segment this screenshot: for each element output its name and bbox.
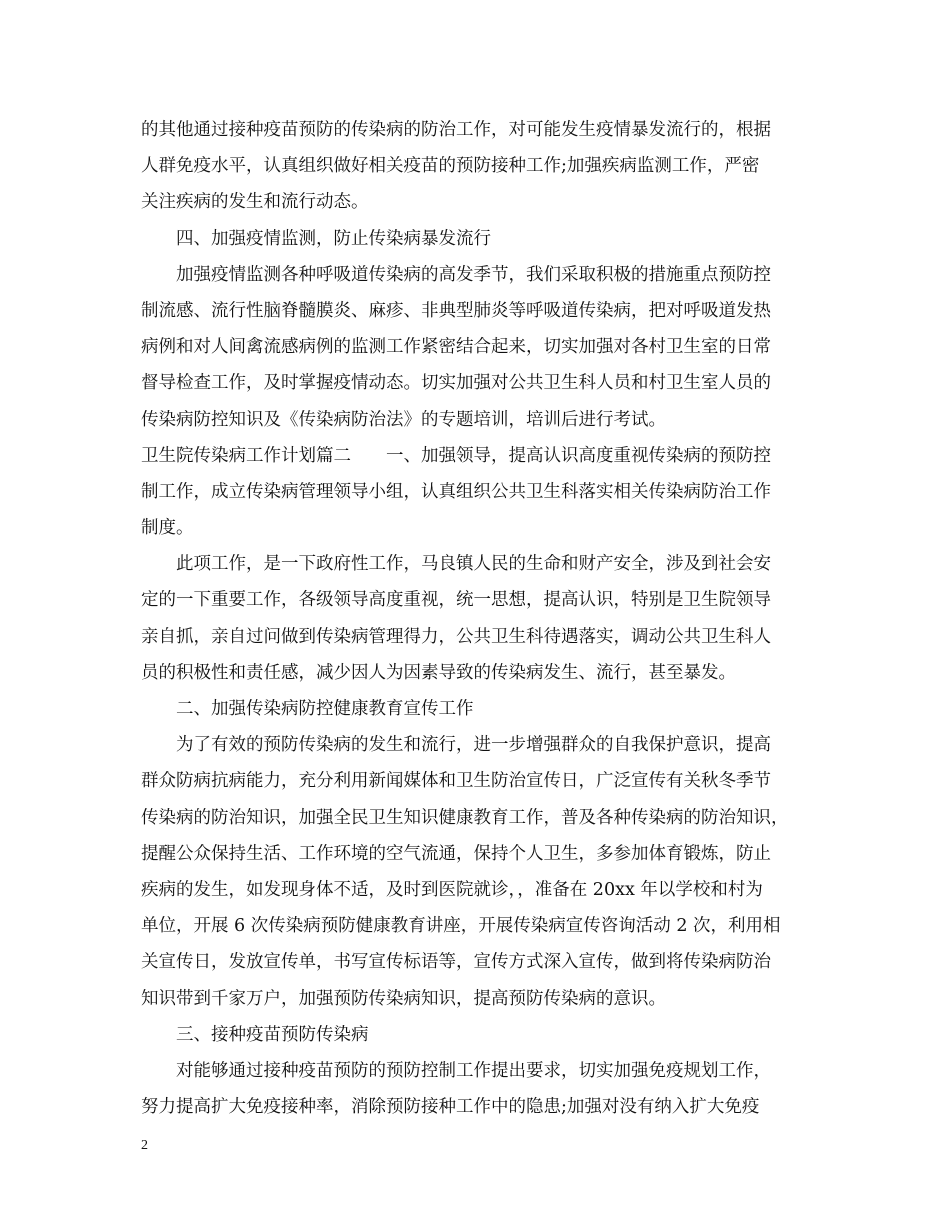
- text-line: 人群免疫水平，认真组织做好相关疫苗的预防接种工作;加强疾病监测工作，严密: [141, 156, 760, 177]
- text-line: 员的积极性和责任感，减少因人为因素导致的传染病发生、流行，甚至暴发。: [141, 662, 736, 683]
- document-body: [141, 112, 813, 1125]
- text-line: 传染病的防治知识，加强全民卫生知识健康教育工作，普及各种传染病的防治知识，: [141, 807, 789, 828]
- paragraph-education: [141, 727, 813, 1017]
- text-line: 关宣传日，发放宣传单，书写宣传标语等，宣传方式深入宣传，做到将传染病防治: [141, 952, 771, 973]
- heading-four: [141, 221, 813, 257]
- text-line: 制度。: [141, 518, 194, 539]
- text-line: 努力提高扩大免疫接种率，消除预防接种工作中的隐患;加强对没有纳入扩大免疫: [141, 1097, 760, 1118]
- text-line: 定的一下重要工作，各级领导高度重视，统一思想，提高认识，特别是卫生院领导: [141, 590, 771, 611]
- heading-two: [141, 691, 813, 727]
- text-line: 关注疾病的发生和流行动态。: [141, 192, 369, 213]
- text-line: 病例和对人间禽流感病例的监测工作紧密结合起来，切实加强对各村卫生室的日常: [141, 337, 771, 358]
- paragraph-vaccination: [141, 1053, 813, 1125]
- text-line: 群众防病抗病能力，充分利用新闻媒体和卫生防治宣传日，广泛宣传有关秋冬季节: [141, 771, 771, 792]
- paragraph-importance: [141, 546, 813, 691]
- page-number: 2: [141, 1138, 148, 1153]
- text-line: 制流感、流行性脑脊髓膜炎、麻疹、非典型肺炎等呼吸道传染病，把对呼吸道发热: [141, 300, 771, 321]
- text-line: 四、加强疫情监测，防止传染病暴发流行: [176, 228, 491, 249]
- paragraph-continued-vaccination: [141, 112, 813, 221]
- text-line: 对能够通过接种疫苗预防的预防控制工作提出要求，切实加强免疫规划工作，: [176, 1060, 771, 1081]
- text-line: 制工作，成立传染病管理领导小组，认真组织公共卫生科落实相关传染病防治工作: [141, 481, 771, 502]
- text-line: 卫生院传染病工作计划篇二 一、加强领导，提高认识高度重视传染病的预防控: [141, 445, 771, 466]
- heading-three: [141, 1017, 813, 1053]
- text-line: 亲自抓，亲自过问做到传染病管理得力，公共卫生科待遇落实，调动公共卫生科人: [141, 626, 771, 647]
- text-line: 疾病的发生，如发现身体不适，及时到医院就诊，，准备在 20xx 年以学校和村为: [141, 879, 763, 900]
- text-line: 加强疫情监测各种呼吸道传染病的高发季节，我们采取积极的措施重点预防控: [176, 264, 771, 285]
- text-line: 知识带到千家万户，加强预防传染病知识，提高预防传染病的意识。: [141, 988, 666, 1009]
- paragraph-plan-two: [141, 438, 813, 547]
- text-line: 此项工作，是一下政府性工作，马良镇人民的生命和财产安全，涉及到社会安: [176, 554, 771, 575]
- text-line: 三、接种疫苗预防传染病: [176, 1024, 369, 1045]
- text-line: 督导检查工作，及时掌握疫情动态。切实加强对公共卫生科人员和村卫生室人员的: [141, 373, 771, 394]
- text-line: 的其他通过接种疫苗预防的传染病的防治工作，对可能发生疫情暴发流行的，根据: [141, 120, 771, 140]
- text-line: 提醒公众保持生活、工作环境的空气流通，保持个人卫生，多参加体育锻炼，防止: [141, 843, 771, 864]
- text-line: 二、加强传染病防控健康教育宣传工作: [176, 699, 474, 719]
- text-line: 单位，开展 6 次传染病预防健康教育讲座，开展传染病宣传咨询活动 2 次，利用相: [141, 916, 781, 937]
- paragraph-monitoring: [141, 257, 813, 438]
- text-line: 传染病防控知识及《传染病防治法》的专题培训，培训后进行考试。: [141, 409, 666, 430]
- text-line: 为了有效的预防传染病的发生和流行，进一步增强群众的自我保护意识，提高: [176, 735, 771, 756]
